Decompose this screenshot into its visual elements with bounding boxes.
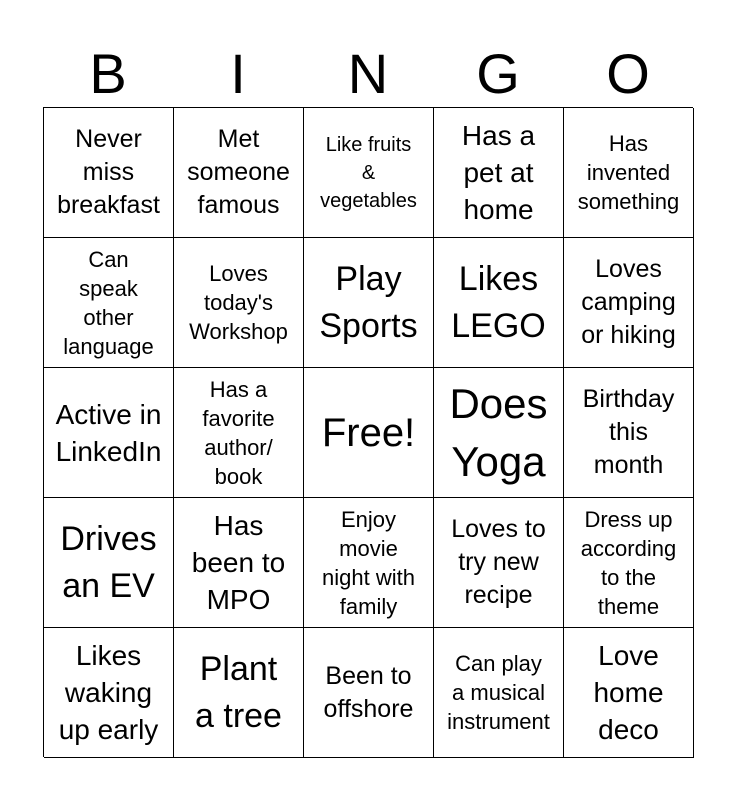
bingo-cell[interactable] bbox=[44, 368, 174, 498]
bingo-cell[interactable] bbox=[434, 498, 564, 628]
cell-text: Love home deco bbox=[593, 640, 664, 745]
cell-text: Has a pet at home bbox=[461, 120, 536, 225]
cell-text: Has invented something bbox=[577, 131, 680, 214]
bingo-cell[interactable] bbox=[174, 498, 304, 628]
free-space-cell[interactable] bbox=[304, 368, 434, 498]
bingo-cell[interactable] bbox=[564, 238, 694, 368]
cell-text: Does Yoga bbox=[449, 379, 548, 485]
cell-text: Free! bbox=[321, 410, 416, 455]
header-letter-i: I bbox=[230, 42, 246, 105]
bingo-header bbox=[43, 40, 693, 108]
cell-text: Play Sports bbox=[319, 259, 418, 345]
bingo-cell[interactable] bbox=[564, 498, 694, 628]
header-letter-n: N bbox=[347, 42, 389, 105]
cell-text: Dress up according to the theme bbox=[580, 506, 677, 619]
bingo-cell[interactable] bbox=[174, 238, 304, 368]
bingo-cell[interactable] bbox=[564, 368, 694, 498]
bingo-cell[interactable] bbox=[44, 498, 174, 628]
bingo-cell[interactable] bbox=[304, 498, 434, 628]
bingo-cell[interactable] bbox=[434, 628, 564, 758]
bingo-cell[interactable] bbox=[564, 108, 694, 238]
cell-text: Met someone famous bbox=[187, 125, 290, 219]
cell-text: Birthday this month bbox=[582, 385, 675, 479]
bingo-cell[interactable] bbox=[44, 238, 174, 368]
header-letter-g: G bbox=[476, 42, 520, 105]
cell-text: Likes LEGO bbox=[451, 259, 546, 345]
bingo-cell[interactable] bbox=[304, 628, 434, 758]
bingo-cell[interactable] bbox=[44, 628, 174, 758]
bingo-cell[interactable] bbox=[434, 368, 564, 498]
cell-text: Never miss breakfast bbox=[57, 125, 160, 219]
bingo-cell[interactable] bbox=[174, 108, 304, 238]
cell-text: Loves to try new recipe bbox=[451, 515, 546, 609]
cell-text: Can speak other language bbox=[63, 246, 154, 359]
bingo-cell[interactable] bbox=[44, 108, 174, 238]
cell-text: Has a favorite author/ book bbox=[202, 376, 275, 489]
cell-text: Been to offshore bbox=[323, 661, 414, 723]
bingo-cell[interactable] bbox=[434, 238, 564, 368]
header-letter-b: B bbox=[89, 42, 127, 105]
cell-text: Loves camping or hiking bbox=[581, 255, 676, 349]
bingo-cell[interactable] bbox=[564, 628, 694, 758]
bingo-cell[interactable] bbox=[304, 238, 434, 368]
header-letter-o: O bbox=[606, 42, 650, 105]
cell-text: Loves today's Workshop bbox=[189, 261, 288, 344]
bingo-board bbox=[43, 107, 693, 757]
cell-text: Likes waking up early bbox=[58, 640, 159, 745]
cell-text: Has been to MPO bbox=[191, 510, 286, 615]
cell-text: Like fruits & vegetables bbox=[320, 133, 417, 212]
cell-text: Enjoy movie night with family bbox=[322, 506, 415, 619]
cell-text: Can play a musical instrument bbox=[447, 651, 550, 734]
cell-text: Active in LinkedIn bbox=[55, 398, 162, 467]
bingo-cell[interactable] bbox=[174, 368, 304, 498]
cell-text: Drives an EV bbox=[60, 519, 157, 605]
cell-text: Plant a tree bbox=[195, 649, 282, 735]
bingo-cell[interactable] bbox=[174, 628, 304, 758]
bingo-cell[interactable] bbox=[434, 108, 564, 238]
bingo-cell[interactable] bbox=[304, 108, 434, 238]
